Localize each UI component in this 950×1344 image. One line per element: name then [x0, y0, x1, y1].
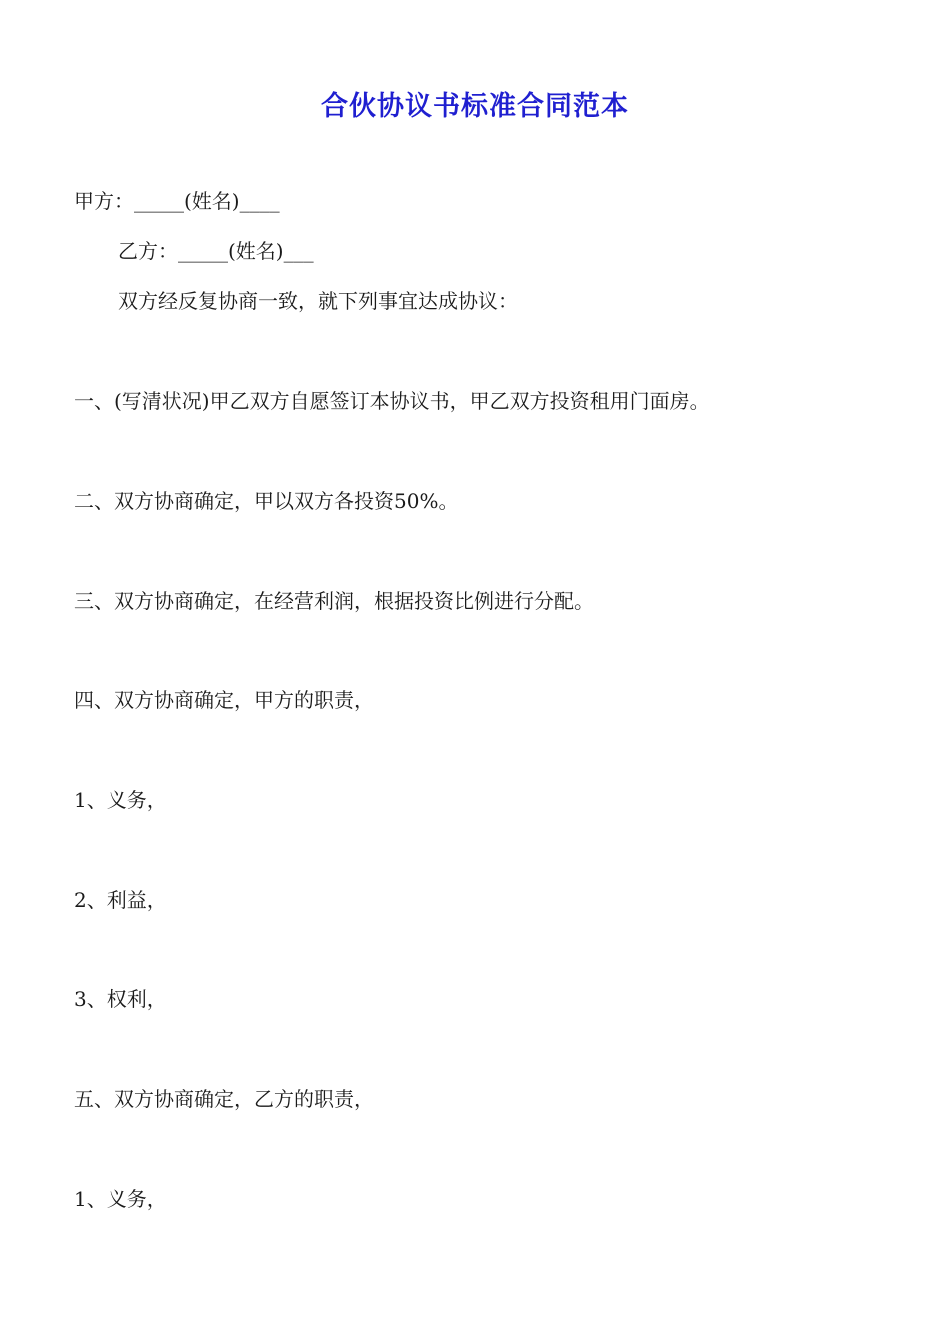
- document-title: 合伙协议书标准合同范本: [321, 91, 629, 122]
- agreement-intro: 双方经反复协商一致，就下列事宜达成协议：: [118, 289, 518, 313]
- clause-4-item-1: 1、义务，: [74, 788, 167, 812]
- clause-4: 四、双方协商确定，甲方的职责，: [74, 688, 374, 712]
- clause-5-item-1: 1、义务，: [74, 1187, 167, 1211]
- party-a-line: 甲方：_____(姓名)____: [74, 189, 280, 213]
- clause-3: 三、双方协商确定，在经营利润，根据投资比例进行分配。: [74, 589, 594, 613]
- clause-1: 一、(写清状况)甲乙双方自愿签订本协议书，甲乙双方投资租用门面房。: [74, 389, 710, 413]
- clause-5: 五、双方协商确定，乙方的职责，: [74, 1087, 374, 1111]
- clause-4-item-3: 3、权利，: [74, 987, 167, 1011]
- party-b-line: 乙方：_____(姓名)___: [118, 239, 314, 263]
- clause-2: 二、双方协商确定，甲以双方各投资50%。: [74, 489, 459, 513]
- clause-4-item-2: 2、利益，: [74, 888, 167, 912]
